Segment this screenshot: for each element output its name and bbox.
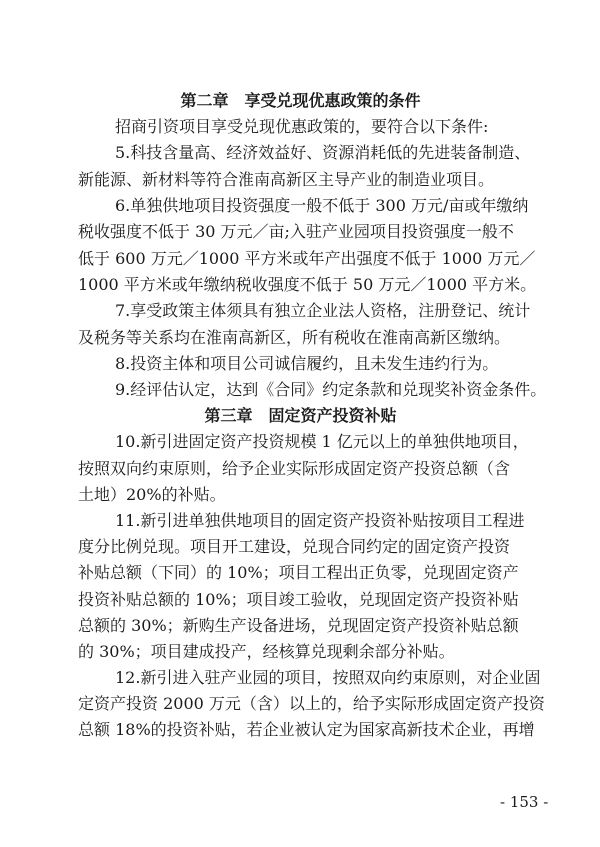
text-line: 投资补贴总额的 10%；项目竣工验收，兑现固定资产投资补贴 xyxy=(78,590,519,609)
text-line: 1000 平方米或年缴纳税收强度不低于 50 万元／1000 平方米。 xyxy=(78,275,537,294)
text-line: 补贴总额（下同）的 10%；项目工程出正负零，兑现固定资产 xyxy=(78,563,519,582)
text-line: 低于 600 万元／1000 平方米或年产出强度不低于 1000 万元／ xyxy=(78,249,536,268)
text-line: 总额的 30%；新购生产设备进场，兑现固定资产投资补贴总额 xyxy=(78,616,519,635)
text-line: 的 30%；项目建成投产，经核算兑现剩余部分补贴。 xyxy=(78,642,455,661)
text-line: 按照双向约束原则，给予企业实际形成固定资产投资总额（含 xyxy=(78,459,511,478)
text-line: 税收强度不低于 30 万元／亩;入驻产业园项目投资强度一般不 xyxy=(78,222,514,241)
text-line: 定资产投资 2000 万元（含）以上的，给予实际形成固定资产投资 xyxy=(78,694,545,713)
text-line: 5.科技含量高、经济效益好、资源消耗低的先进装备制造、 xyxy=(115,143,531,162)
text-line: 总额 18%的投资补贴，若企业被认定为国家高新技术企业，再增 xyxy=(78,720,535,739)
text-line: 新能源、新材料等符合淮南高新区主导产业的制造业项目。 xyxy=(78,170,495,189)
page-number: - 153 - xyxy=(500,793,549,811)
text-line: 12.新引进入驻产业园的项目，按照双向约束原则，对企业固 xyxy=(115,668,541,687)
text-line: 度分比例兑现。项目开工建设，兑现合同约定的固定资产投资 xyxy=(78,537,511,556)
text-line: 11.新引进单独供地项目的固定资产投资补贴按项目工程进 xyxy=(115,511,525,530)
intro-line: 招商引资项目享受兑现优惠政策的，要符合以下条件: xyxy=(115,117,489,136)
chapter-2-heading: 第二章 享受兑现优惠政策的条件 xyxy=(180,91,421,110)
text-line: 10.新引进固定资产投资规模 1 亿元以上的单独供地项目， xyxy=(115,432,529,451)
chapter-3-heading: 第三章 固定资产投资补贴 xyxy=(204,406,397,425)
text-line: 土地）20%的补贴。 xyxy=(78,485,226,504)
text-line: 及税务等关系均在淮南高新区，所有税收在淮南高新区缴纳。 xyxy=(78,328,511,347)
text-line: 9.经评估认定，达到《合同》约定条款和兑现奖补资金条件。 xyxy=(115,380,547,399)
text-line: 8.投资主体和项目公司诚信履约，且未发生违约行为。 xyxy=(115,354,499,373)
text-line: 7.享受政策主体须具有独立企业法人资格，注册登记、统计 xyxy=(115,301,531,320)
text-line: 6.单独供地项目投资强度一般不低于 300 万元/亩或年缴纳 xyxy=(115,196,529,215)
